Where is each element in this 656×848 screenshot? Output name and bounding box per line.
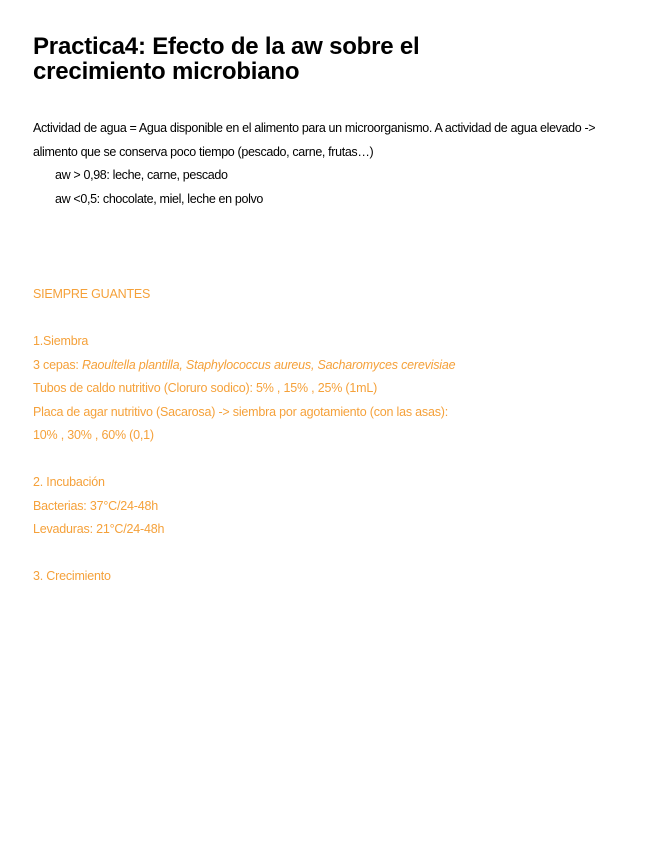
spacer [33, 211, 623, 283]
crecimiento-heading: 3. Crecimiento [33, 569, 111, 583]
spacer [33, 448, 623, 472]
notes-section [33, 283, 623, 589]
tubos-line: Tubos de caldo nutritivo (Cloruro sodico): 5% , 15% , 25% (1mL) [33, 381, 378, 395]
intro-bullet-high-aw: aw > 0,98: leche, carne, pescado [55, 168, 228, 182]
document-page [33, 34, 623, 589]
cepas-line [33, 354, 623, 378]
cepas-label: 3 cepas: [33, 357, 82, 372]
placa-line: Placa de agar nutritivo (Sacarosa) -> siembra por agotamiento (con las asas): [33, 404, 449, 419]
cepas-species: Raoultella plantilla, Staphylococcus aureus, Sacharomyces cerevisiae [81, 357, 456, 372]
intro-section [33, 117, 623, 211]
siembra-heading: 1.Siembra [33, 334, 89, 348]
bacterias-line: Bacterias: 37°C/24-48h [33, 498, 158, 513]
warning-text: SIEMPRE GUANTES [33, 287, 151, 301]
incubacion-heading: 2. Incubación [33, 475, 105, 489]
title-line-2: crecimiento microbiano [33, 58, 300, 85]
levaduras-line: Levaduras: 21°C/24-48h [33, 522, 165, 536]
spacer [33, 307, 623, 331]
intro-paragraph: Actividad de agua = Agua disponible en el alimento para un microorganismo. A actividad de agua elevado -> alimento que se conserva poco tiempo (pescado, carne, frutas…) [33, 121, 596, 159]
page-title [33, 34, 623, 84]
title-line-1: Practica4: Efecto de la aw sobre el [33, 33, 420, 60]
intro-bullet-low-aw: aw <0,5: chocolate, miel, leche en polvo [55, 191, 264, 206]
spacer [33, 542, 623, 566]
placa-values-line: 10% , 30% , 60% (0,1) [33, 428, 154, 442]
